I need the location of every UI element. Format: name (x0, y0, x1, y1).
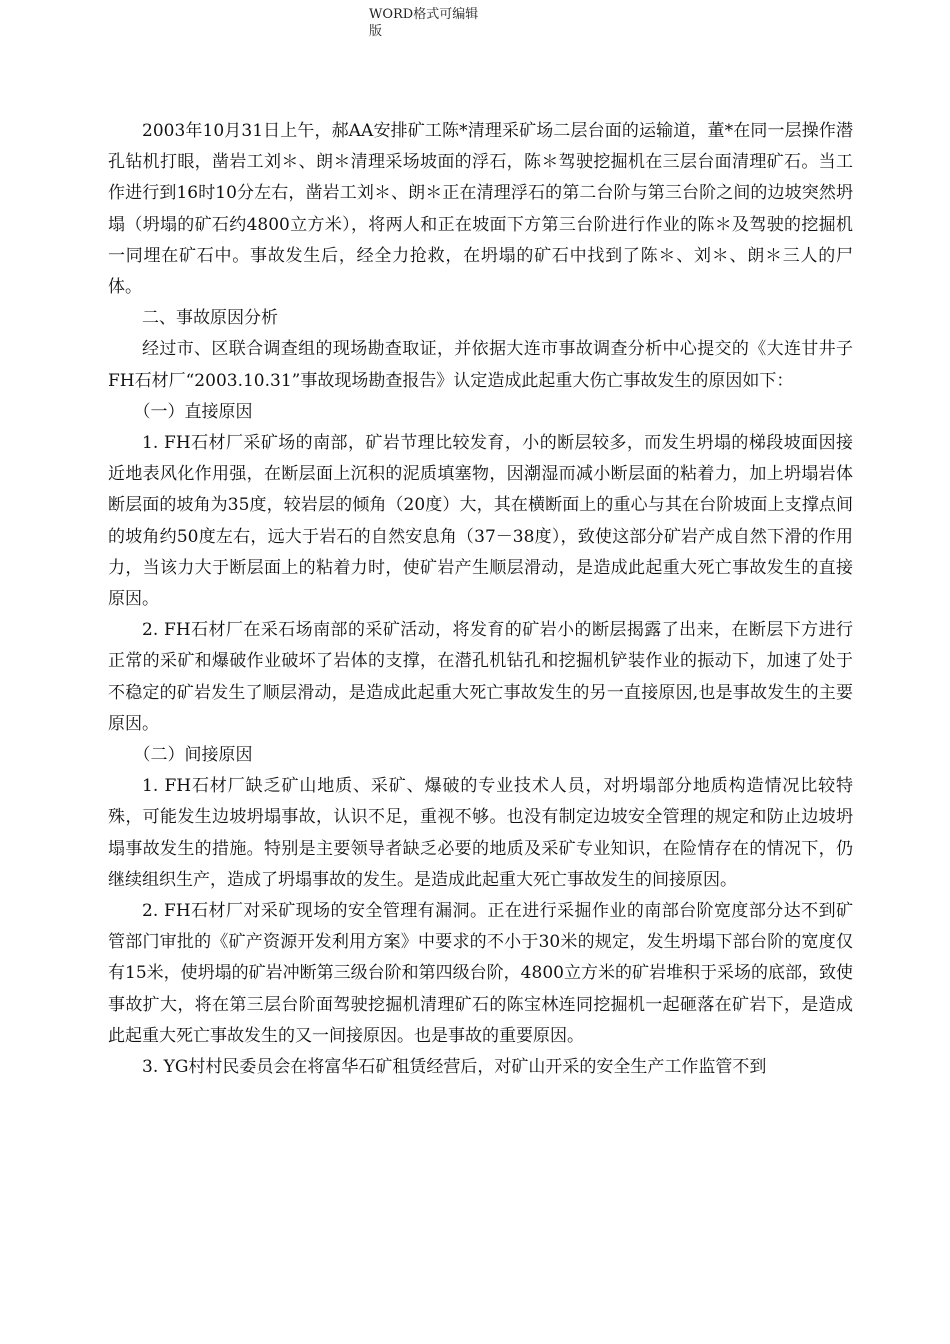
subheading-indirect-causes: （二）间接原因 (133, 745, 253, 766)
paragraph-investigation-intro: 经过市、区联合调查组的现场勘查取证，并依据大连市事故调查分析中心提交的《大连甘井子FH石材厂“2003.10.31”事故现场勘查报告》认定造成此起重大伤亡事故发生的原因如下： (108, 339, 853, 391)
paragraph-indirect-cause-2: 2. FH石材厂对采矿现场的安全管理有漏洞。正在进行采掘作业的南部台阶宽度部分达不到矿管部门审批的《矿产资源开发利用方案》中要求的不小于30米的规定，发生坍塌下部台阶的宽度仅有15米，使坍塌的矿岩冲断第三级台阶和第四级台阶，4800立方米的矿岩堆积于采场的底部，致使事故扩大，将在第三层台阶面驾驶挖掘机清理矿石的陈宝林连同挖掘机一起砸落在矿岩下，是造成此起重大死亡事故发生的又一间接原因。也是事故的重要原因。 (108, 901, 853, 1046)
paragraph-incident-narrative: 2003年10月31日上午，郝AA安排矿工陈*清理采矿场二层台面的运输道，董*在同一层操作潜孔钻机打眼，凿岩工刘＊、朗＊清理采场坡面的浮石，陈＊驾驶挖掘机在三层台面清理矿石。当工作进行到16时10分左右，凿岩工刘＊、朗＊正在清理浮石的第二台阶与第三台阶之间的边坡突然坍塌（坍塌的矿石约4800立方米），将两人和正在坡面下方第三台阶进行作业的陈＊及驾驶的挖掘机一同埋在矿石中。事故发生后，经全力抢救，在坍塌的矿石中找到了陈＊、刘＊、朗＊三人的尸体。 (108, 121, 853, 298)
document-body (108, 116, 853, 1083)
header-note: WORD格式可编辑版 (369, 7, 479, 39)
paragraph-indirect-cause-1: 1. FH石材厂缺乏矿山地质、采矿、爆破的专业技术人员，对坍塌部分地质构造情况比较特殊，可能发生边坡坍塌事故，认识不足，重视不够。也没有制定边坡安全管理的规定和防止边坡坍塌事故发生的措施。特别是主要领导者缺乏必要的地质及采矿专业知识，在险情存在的情况下，仍继续组织生产，造成了坍塌事故的发生。是造成此起重大死亡事故发生的间接原因。 (108, 776, 853, 890)
subheading-direct-causes: （一）直接原因 (133, 401, 253, 422)
paragraph-indirect-cause-3: 3. YG村村民委员会在将富华石矿租赁经营后，对矿山开采的安全生产工作监管不到 (142, 1057, 767, 1078)
paragraph-direct-cause-1: 1. FH石材厂采矿场的南部，矿岩节理比较发育，小的断层较多，而发生坍塌的梯段坡面因接近地表风化作用强，在断层面上沉积的泥质填塞物，因潮湿而减小断层面的粘着力，加上坍塌岩体断层面的坡角为35度，较岩层的倾角（20度）大，其在横断面上的重心与其在台阶坡面上支撑点间的坡角约50度左右，远大于岩石的自然安息角（37－38度），致使这部分矿岩产成自然下滑的作用力，当该力大于断层面上的粘着力时，使矿岩产生顺层滑动，是造成此起重大死亡事故发生的直接原因。 (108, 433, 853, 610)
paragraph-direct-cause-2: 2. FH石材厂在采石场南部的采矿活动，将发育的矿岩小的断层揭露了出来，在断层下方进行正常的采矿和爆破作业破坏了岩体的支撑，在潜孔机钻孔和挖掘机铲装作业的振动下，加速了处于不稳定的矿岩发生了顺层滑动，是造成此起重大死亡事故发生的另一直接原因,也是事故发生的主要原因。 (108, 620, 853, 734)
section-heading-cause-analysis: 二、事故原因分析 (142, 308, 278, 329)
